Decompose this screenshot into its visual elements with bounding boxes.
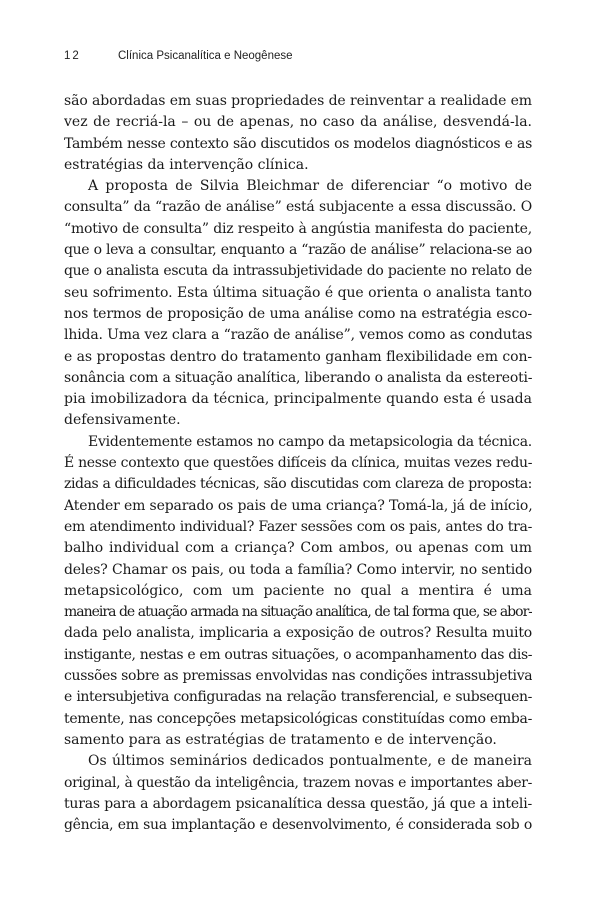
text-line: zidas a dificuldades técnicas, são discutidas com clareza de proposta: <box>64 476 532 493</box>
paragraph <box>64 91 532 176</box>
paragraph <box>64 751 532 836</box>
paragraph <box>64 176 532 432</box>
text-line: nos termos de proposição de uma análise como na estratégia esco- <box>64 305 532 322</box>
text-line: consulta” da “razão de análise” está subjacente a essa discussão. O <box>64 199 532 216</box>
text-line: temente, nas concepções metapsicológicas constituídas como emba- <box>64 710 532 727</box>
text-line: samento para as estratégias de tratamento e de intervenção. <box>64 731 497 748</box>
text-line: que o leva a consultar, enquanto a “razão de análise” relaciona-se ao <box>64 242 532 259</box>
page-number: 12 <box>64 50 81 62</box>
text-line: A proposta de Silvia Bleichmar de diferenciar “o motivo de <box>88 178 532 195</box>
body-text <box>64 91 532 836</box>
text-line: deles? Chamar os pais, ou toda a família? Como intervir, no sentido <box>64 561 532 578</box>
paragraph <box>64 432 532 751</box>
text-line: metapsicológico, com um paciente no qual a mentira é uma <box>64 582 532 599</box>
text-line: Também nesse contexto são discutidos os modelos diagnósticos e as <box>64 135 532 152</box>
text-line: Evidentemente estamos no campo da metapsicologia da técnica. <box>88 433 532 450</box>
text-line: Atender em separado os pais de uma criança? Tomá-la, já de início, <box>64 497 532 514</box>
text-line: “motivo de consulta” diz respeito à angústia manifesta do paciente, <box>64 220 532 237</box>
running-head <box>64 50 293 62</box>
text-line: pia imobilizadora da técnica, principalmente quando esta é usada <box>64 391 532 408</box>
text-line: instigante, nestas e em outras situações, o acompanhamento das dis- <box>64 646 532 663</box>
running-title: Clínica Psicanalítica e Neogênese <box>118 50 293 62</box>
text-line: gência, em sua implantação e desenvolvimento, é considerada sob o <box>64 817 532 834</box>
text-line: sonância com a situação analítica, liberando o analista da estereoti- <box>64 369 532 386</box>
text-line: dada pelo analista, implicaria a exposição de outros? Resulta muito <box>64 625 532 642</box>
text-line: balho individual com a criança? Com ambos, ou apenas com um <box>64 540 532 557</box>
text-line: estratégias da intervenção clínica. <box>64 156 309 173</box>
text-line: maneira de atuação armada na situação analítica, de tal forma que, se abor- <box>64 604 532 621</box>
text-line: Os últimos seminários dedicados pontualmente, e de maneira <box>88 753 532 770</box>
text-line: defensivamente. <box>64 412 181 429</box>
text-line: lhida. Uma vez clara a “razão de análise”, vemos como as condutas <box>64 327 532 344</box>
text-line: É nesse contexto que questões difíceis da clínica, muitas vezes redu- <box>64 455 532 472</box>
text-line: são abordadas em suas propriedades de reinventar a realidade em <box>64 93 532 109</box>
text-line: seu sofrimento. Esta última situação é que orienta o analista tanto <box>64 284 532 301</box>
text-line: vez de recriá-la – ou de apenas, no caso da análise, desvendá-la. <box>64 114 532 131</box>
text-line: turas para a abordagem psicanalítica dessa questão, já que a inteli- <box>64 795 532 812</box>
text-line: original, à questão da inteligência, trazem novas e importantes aber- <box>64 774 532 791</box>
text-line: e as propostas dentro do tratamento ganham flexibilidade em con- <box>64 348 532 365</box>
text-line: em atendimento individual? Fazer sessões com os pais, antes do tra- <box>64 518 532 535</box>
text-line: e intersubjetiva configuradas na relação transferencial, e subsequen- <box>64 689 532 706</box>
text-line: cussões sobre as premissas envolvidas nas condições intrassubjetiva <box>64 668 532 685</box>
text-line: que o analista escuta da intrassubjetividade do paciente no relato de <box>64 263 532 280</box>
